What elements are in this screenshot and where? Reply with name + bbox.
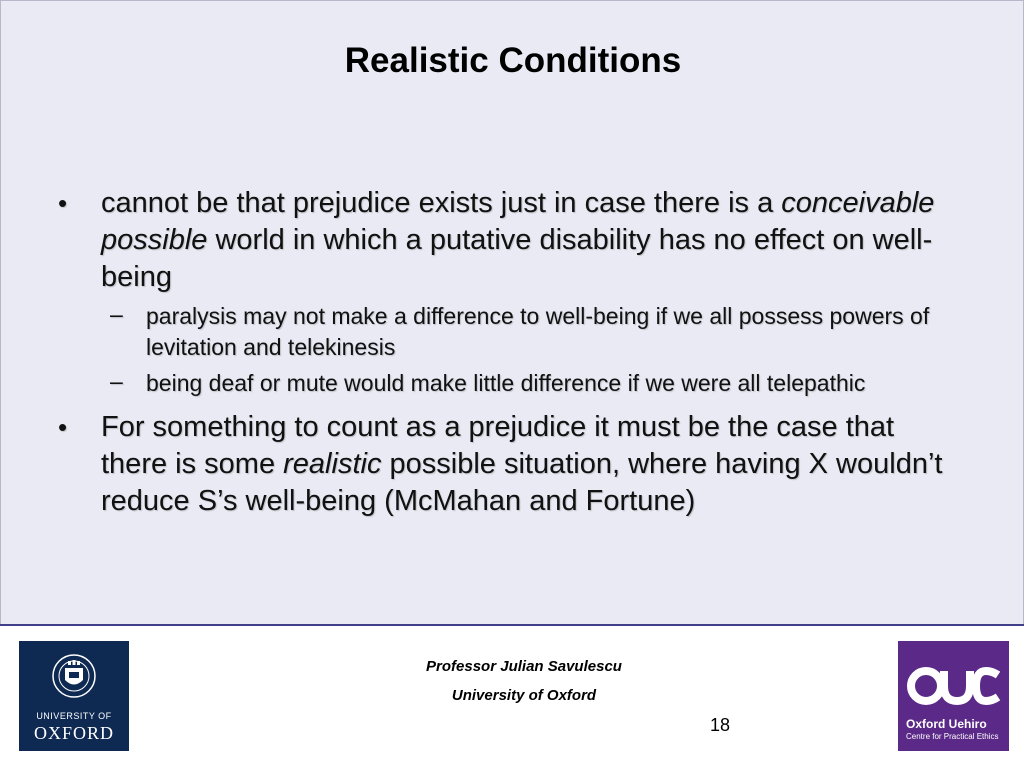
bullet-text-emphasis: conceivable possible — [101, 187, 935, 256]
slide-title: Realistic Conditions — [344, 41, 682, 80]
sub-bullet-item — [101, 368, 961, 399]
uehiro-ouc-icon — [906, 663, 1001, 709]
uehiro-logo-line1: Oxford Uehiro — [906, 717, 987, 731]
institution-name: University of Oxford — [451, 687, 597, 704]
panel-divider — [0, 624, 1024, 626]
bullet-text: For something to count as a prejudice it must be the case that there is some — [101, 411, 895, 480]
bullet-text: possible situation, where having X wouldn’t reduce S’s well-being (McMahan and Fortune) — [101, 448, 943, 517]
uehiro-logo — [898, 641, 1009, 751]
oxford-logo-line2: OXFORD — [33, 723, 114, 743]
sub-bullet-text: being deaf or mute would make little difference if we were all telepathic — [146, 370, 866, 396]
bullet-item — [1, 409, 1001, 520]
page-number: 18 — [709, 715, 731, 735]
bullet-item — [1, 185, 1001, 399]
sub-bullet-marker: – — [110, 368, 123, 394]
bullet-list — [1, 185, 1001, 520]
presenter-name: Professor Julian Savulescu — [426, 658, 622, 675]
sub-bullet-list — [101, 301, 961, 399]
bullet-marker: • — [58, 412, 68, 442]
bullet-text: cannot be that prejudice exists just in case there is a — [101, 187, 782, 219]
sub-bullet-text: paralysis may not make a difference to well-being if we all possess powers of levitation and telekinesis — [146, 303, 930, 360]
bullet-text: world in which a putative disability has no effect on well-being — [101, 224, 933, 293]
sub-bullet-item — [101, 301, 961, 363]
oxford-logo-line1: UNIVERSITY OF — [36, 711, 112, 721]
sub-bullet-marker: – — [110, 301, 123, 327]
uehiro-logo-line2: Centre for Practical Ethics — [906, 732, 999, 741]
bullet-text-emphasis: realistic — [283, 448, 382, 480]
bullet-marker: • — [58, 188, 68, 218]
